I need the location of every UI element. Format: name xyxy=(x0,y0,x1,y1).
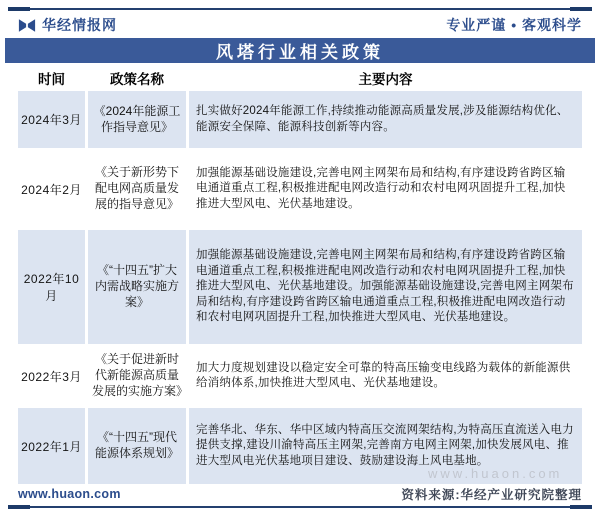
policy-name: 《“十四五”扩大内需战略实施方案》 xyxy=(88,230,186,344)
huajing-logo-icon xyxy=(18,18,36,33)
policy-content: 扎实做好2024年能源工作,持续推动能源高质量发展,涉及能源结构优化、能源安全保障、能源科技创新等内容。 xyxy=(189,91,582,148)
table-row xyxy=(18,151,582,227)
policy-date: 2022年3月 xyxy=(21,369,82,384)
policy-date: 2022年1月 xyxy=(18,408,85,484)
policy-content: 加大力度规划建设以稳定安全可靠的特高压输变电线路为载体的新能源供给消纳体系,加快推进大型风电、光伏基地建设。 xyxy=(196,361,571,389)
footer-site-url: www.huaon.com xyxy=(18,487,121,501)
brand-logo-group xyxy=(18,15,117,35)
column-header-time: 时间 xyxy=(38,71,65,87)
page-title: 风塔行业相关政策 xyxy=(216,43,384,62)
footer-bar xyxy=(18,486,582,502)
policy-content: 加强能源基础设施建设,完善电网主网架布局和结构,有序建设跨省跨区输电通道重点工程,积极推进配电网改造行动和农村电网巩固提升工程,加快推进大型风电、光伏基地建设。加强能源基础设施建设,完善电网主网架布局和结构,有序建设跨省跨区输电通道重点工程,积极推进配电网改造行动和农村电网巩固提升工程,加快推进大型风电、光伏基地建设。 xyxy=(189,230,582,344)
footer-data-source: 资料来源:华经产业研究院整理 xyxy=(401,488,582,502)
policy-name: 《关于促进新时代新能源高质量发展的实施方案》 xyxy=(92,352,189,398)
brand-header xyxy=(18,15,582,35)
table-row xyxy=(18,347,582,405)
brand-name: 华经情报网 xyxy=(42,17,117,33)
policy-name: 《2024年能源工作指导意见》 xyxy=(88,91,186,148)
top-divider-left-cap xyxy=(8,7,30,11)
table-row xyxy=(18,408,582,484)
brand-tagline: 专业严谨 • 客观科学 xyxy=(446,17,582,33)
policy-content: 加强能源基础设施建设,完善电网主网架布局和结构,有序建设跨省跨区输电通道重点工程,积极推进配电网改造行动和农村电网巩固提升工程,加快推进大型风电、光伏基地建设。 xyxy=(196,166,566,210)
bottom-divider-right-cap xyxy=(570,505,592,509)
table-row xyxy=(18,91,582,148)
policy-date: 2022年10月 xyxy=(18,230,85,344)
policy-name: 《关于新形势下配电网高质量发展的指导意见》 xyxy=(94,165,179,211)
policy-date: 2024年2月 xyxy=(21,182,82,197)
table-row xyxy=(18,230,582,344)
title-band xyxy=(5,38,595,63)
top-divider-line xyxy=(8,8,592,10)
column-header-policy: 政策名称 xyxy=(110,71,164,87)
policy-date: 2024年3月 xyxy=(18,91,85,148)
policy-content: 完善华北、华东、华中区域内特高压交流网架结构,为特高压直流送入电力提供支撑,建设川渝特高压主网架,完善南方电网主网架,加快发展风电、推进大型风电光伏基地项目建设、鼓励建设海上风电基地。 xyxy=(189,408,582,484)
table-header-row xyxy=(18,67,582,88)
column-header-content: 主要内容 xyxy=(358,71,413,87)
policy-table xyxy=(18,67,582,484)
policy-name: 《“十四五”现代能源体系规划》 xyxy=(88,408,186,484)
bottom-divider-left-cap xyxy=(8,505,30,509)
top-divider-right-cap xyxy=(570,7,592,11)
watermark-text: www.huaon.com xyxy=(428,466,563,481)
bottom-divider-line xyxy=(8,506,592,508)
